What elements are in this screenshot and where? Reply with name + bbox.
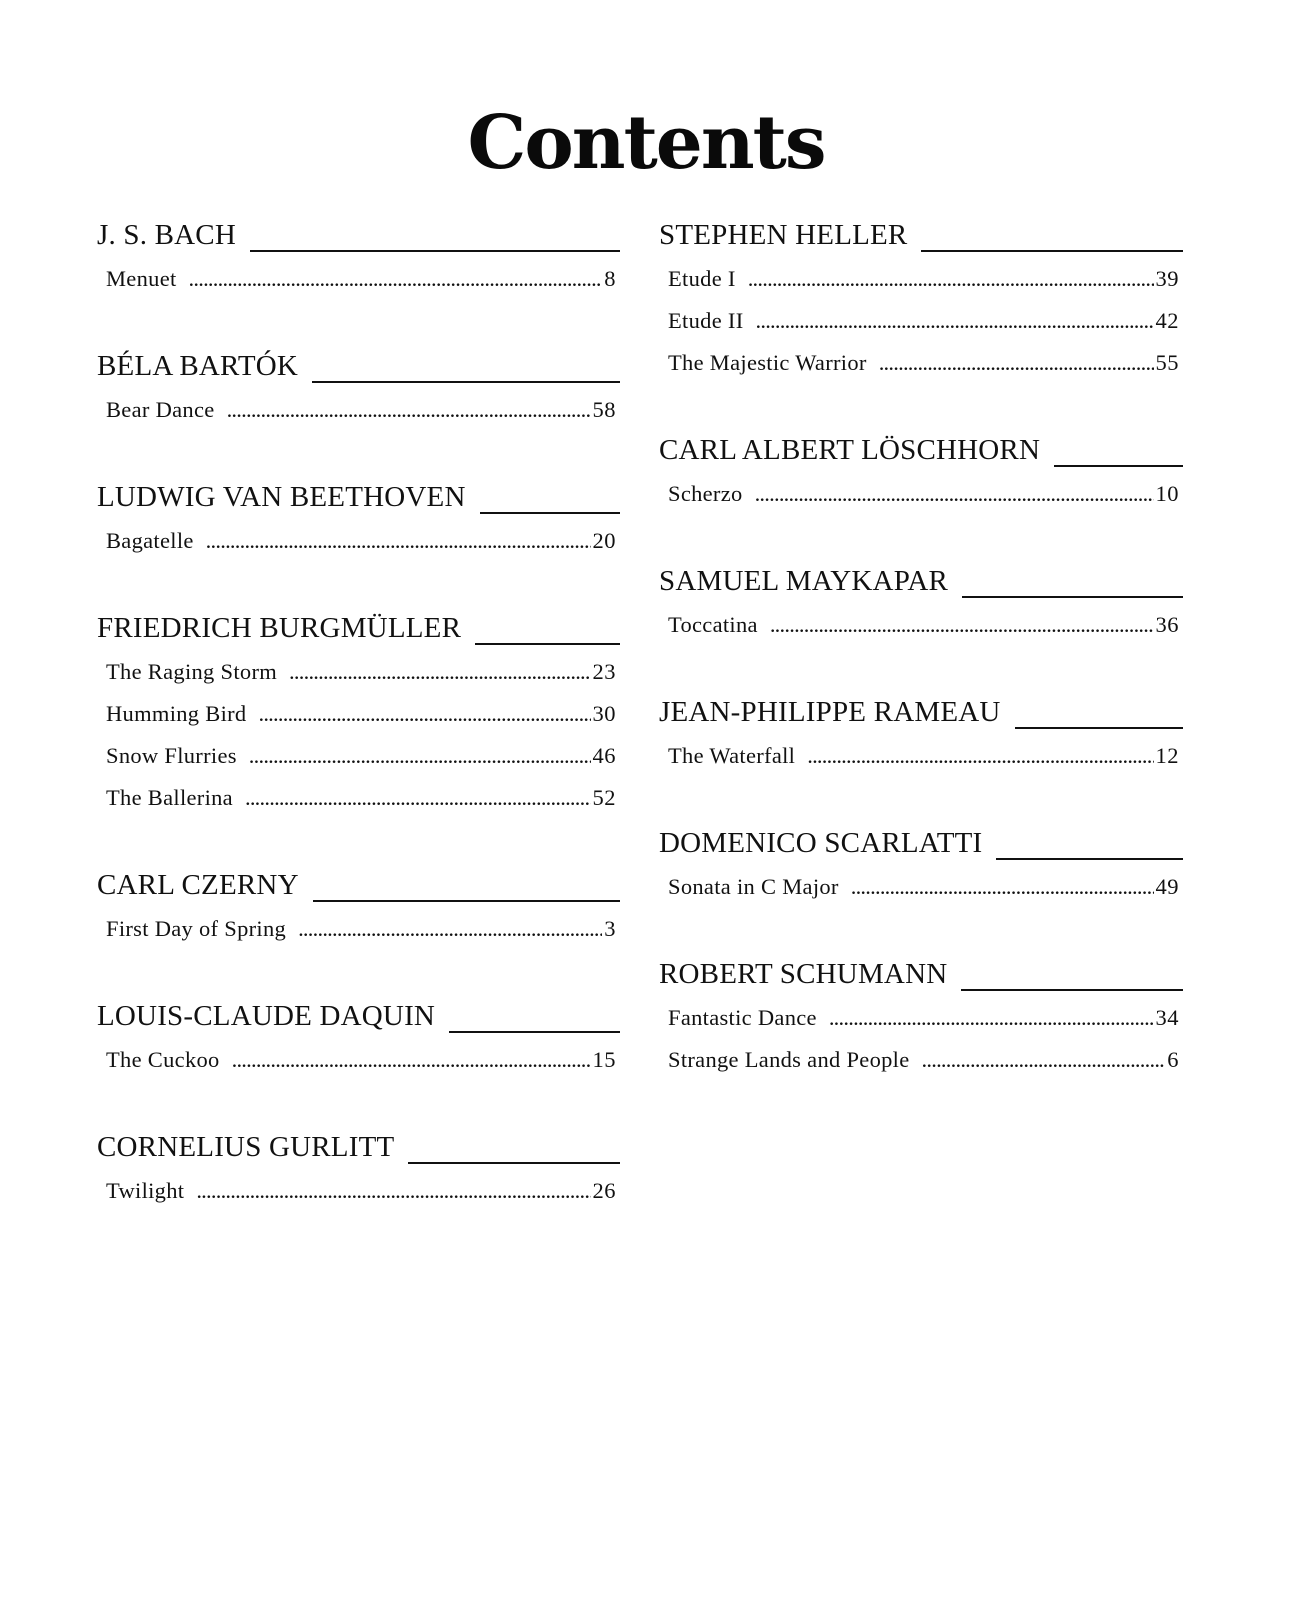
page-title: Contents [467,100,825,186]
composer-section [97,216,620,300]
composer-section [97,347,620,431]
composer-heading [97,997,620,1033]
works-list [659,735,1183,777]
contents-entry [659,866,1183,908]
composer-rule [996,858,1183,860]
work-title: Twilight [106,1178,185,1203]
work-title: The Cuckoo [106,1047,220,1072]
contents-entry [659,1039,1183,1081]
page-number: 42 [1155,308,1179,333]
contents-column-right [659,216,1183,1081]
dot-leader [879,342,1154,384]
contents-entry [97,777,620,819]
composer-name: BÉLA BARTÓK [97,350,299,382]
page-number: 8 [604,266,616,291]
works-list [659,258,1183,384]
work-title: Sonata in C Major [668,874,839,899]
work-title: Humming Bird [106,701,247,726]
page-number: 10 [1155,481,1179,506]
composer-name: SAMUEL MAYKAPAR [659,565,949,597]
dot-leader [196,1170,590,1212]
composer-heading [97,866,620,902]
contents-entry [659,342,1183,384]
works-list [97,258,620,300]
composer-rule [449,1031,620,1033]
composer-name: DOMENICO SCARLATTI [659,827,983,859]
work-title: First Day of Spring [106,916,287,941]
composer-heading [659,693,1183,729]
page-number: 15 [592,1047,616,1072]
composer-rule [408,1162,620,1164]
composer-section [659,824,1183,908]
work-title: Toccatina [668,612,758,637]
work-title: Fantastic Dance [668,1005,817,1030]
page-number: 30 [592,701,616,726]
works-list [659,997,1183,1081]
dot-leader [249,735,591,777]
work-title: The Ballerina [106,785,233,810]
composer-section [659,955,1183,1081]
work-title: The Waterfall [668,743,796,768]
composer-heading [659,824,1183,860]
dot-leader [289,651,590,693]
page-number: 52 [592,785,616,810]
page-number: 34 [1155,1005,1179,1030]
contents-entry [97,693,620,735]
composer-section [659,693,1183,777]
contents-entry [659,997,1183,1039]
work-title: Bagatelle [106,528,194,553]
page-number: 23 [592,659,616,684]
dot-leader [829,997,1154,1039]
composer-section [659,216,1183,384]
composer-heading [97,609,620,645]
composer-section [659,431,1183,515]
composer-rule [961,989,1183,991]
composer-rule [921,250,1183,252]
page-number: 26 [592,1178,616,1203]
work-title: Strange Lands and People [668,1047,910,1072]
works-list [97,389,620,431]
contents-column-left [97,216,620,1212]
works-list [659,473,1183,515]
page-number: 55 [1155,350,1179,375]
composer-name: LUDWIG VAN BEETHOVEN [97,481,466,513]
work-title: Etude I [668,266,736,291]
dot-leader [245,777,591,819]
composer-rule [250,250,620,252]
page-number: 36 [1155,612,1179,637]
contents-entry [97,1170,620,1212]
works-list [97,1170,620,1212]
contents-entry [97,520,620,562]
composer-name: J. S. BACH [97,219,236,251]
page-number: 6 [1167,1047,1179,1072]
composer-name: CORNELIUS GURLITT [97,1131,395,1163]
dot-leader [748,258,1154,300]
contents-entry [659,300,1183,342]
contents-entry [97,735,620,777]
dot-leader [851,866,1154,908]
composer-name: CARL ALBERT LÖSCHHORN [659,434,1041,466]
composer-rule [1054,465,1183,467]
composer-heading [97,1128,620,1164]
works-list [659,866,1183,908]
composer-rule [962,596,1183,598]
dot-leader [807,735,1153,777]
contents-entry [97,651,620,693]
dot-leader [922,1039,1166,1081]
composer-rule [475,643,620,645]
work-title: Menuet [106,266,177,291]
composer-rule [1015,727,1183,729]
composer-section [659,562,1183,646]
page-number: 46 [592,743,616,768]
composer-heading [97,347,620,383]
works-list [659,604,1183,646]
works-list [97,1039,620,1081]
page-number: 3 [604,916,616,941]
dot-leader [755,473,1154,515]
contents-entry [659,473,1183,515]
dot-leader [206,520,591,562]
composer-heading [659,955,1183,991]
composer-name: ROBERT SCHUMANN [659,958,948,990]
work-title: Etude II [668,308,744,333]
composer-heading [659,562,1183,598]
works-list [97,651,620,819]
composer-name: LOUIS-CLAUDE DAQUIN [97,1000,436,1032]
composer-heading [97,216,620,252]
composer-rule [312,381,620,383]
composer-section [97,478,620,562]
dot-leader [770,604,1154,646]
dot-leader [232,1039,591,1081]
work-title: Scherzo [668,481,743,506]
dot-leader [756,300,1154,342]
composer-name: CARL CZERNY [97,869,299,901]
contents-entry [659,258,1183,300]
contents-entry [97,258,620,300]
work-title: The Raging Storm [106,659,278,684]
composer-heading [659,431,1183,467]
page-number: 39 [1155,266,1179,291]
composer-section [97,997,620,1081]
composer-rule [480,512,620,514]
composer-heading [659,216,1183,252]
page-number: 49 [1155,874,1179,899]
contents-entry [97,1039,620,1081]
work-title: Bear Dance [106,397,215,422]
page-number: 12 [1155,743,1179,768]
works-list [97,520,620,562]
works-list [97,908,620,950]
composer-section [97,866,620,950]
contents-entry [97,389,620,431]
work-title: The Majestic Warrior [668,350,867,375]
page-number: 20 [592,528,616,553]
composer-heading [97,478,620,514]
composer-section [97,1128,620,1212]
work-title: Snow Flurries [106,743,237,768]
contents-entry [659,604,1183,646]
dot-leader [258,693,590,735]
composer-name: STEPHEN HELLER [659,219,908,251]
composer-section [97,609,620,819]
page-number: 58 [592,397,616,422]
contents-entry [659,735,1183,777]
contents-entry [97,908,620,950]
dot-leader [227,389,591,431]
dot-leader [189,258,603,300]
composer-rule [313,900,620,902]
dot-leader [298,908,602,950]
composer-name: FRIEDRICH BURGMÜLLER [97,612,462,644]
composer-name: JEAN-PHILIPPE RAMEAU [659,696,1001,728]
